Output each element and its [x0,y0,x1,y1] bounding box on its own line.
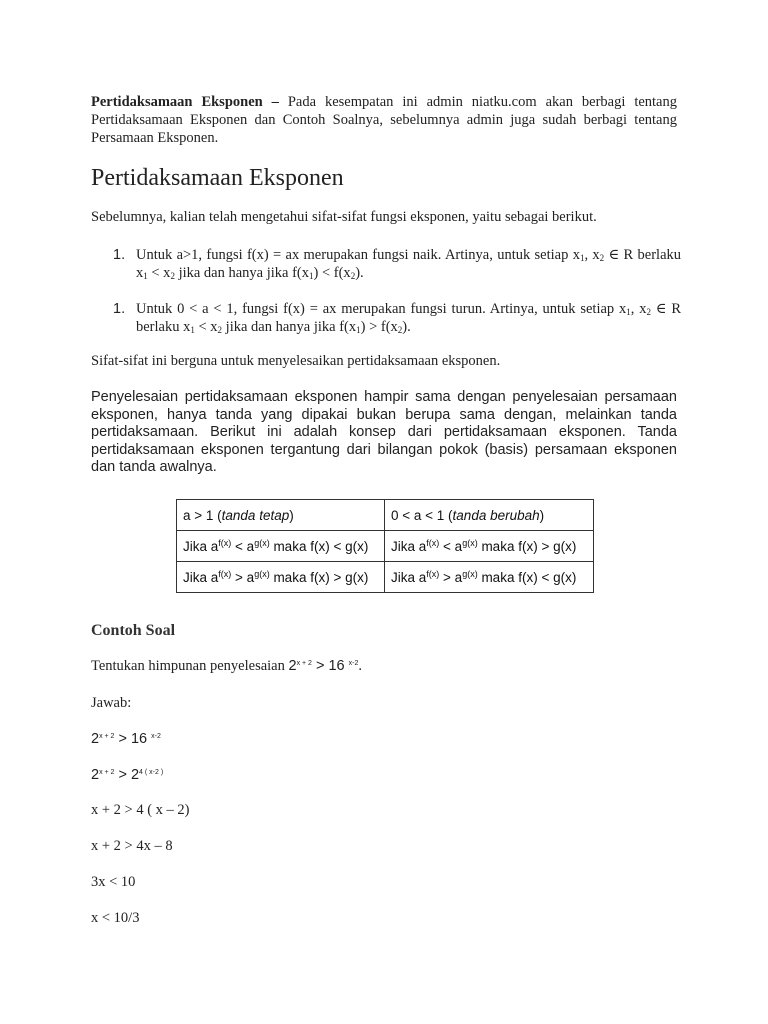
list-text: Untuk a>1, fungsi f(x) = ax merupakan fungsi naik. Artinya, untuk setiap $x_1$, $x_2$ ∈ R berlaku $x_1 < x_2$ jika dan hanya jika $f(x_1) < f(x_2)$. [136,247,682,281]
intro-paragraph [91,93,677,147]
table-header-cell: 0 < a < 1 (tanda berubah) [385,500,594,531]
table-header-cell: a > 1 (tanda tetap) [177,500,385,531]
solution-step: $2^{x + 2} > 2^{4 ( x-2 )}$ [91,767,164,783]
solution-step: x + 2 > 4 ( x – 2) [91,802,190,818]
table-cell: Jika $a^{f(x)} < a^{g(x)}$ maka f(x) < g(x) [177,531,385,562]
explanation-paragraph: Penyelesaian pertidaksamaan eksponen hampir sama dengan penyelesaian persamaan eksponen, hanya tanda yang dipakai bukan berupa sama dengan, melainkan tanda pertidaksamaan. Berikut ini adalah konsep dari pertidaksamaan eksponen. Tanda pertidaksamaan eksponen tergantung dari bilangan pokok (basis) persamaan eksponen dan tanda awalnya. [91,389,677,475]
table-row [177,531,594,562]
table-cell: Jika $a^{f(x)} < a^{g(x)}$ maka f(x) > g(x) [385,531,594,562]
list-item [91,300,681,336]
intro-bold-title: Pertidaksamaan Eksponen – [91,94,279,110]
list-item [91,246,681,282]
solution-step: x < 10/3 [91,910,140,926]
list-number: 1. [113,301,126,317]
table-cell: Jika $a^{f(x)} > a^{g(x)}$ maka f(x) > g(x) [177,562,385,593]
table-cell: Jika $a^{f(x)} > a^{g(x)}$ maka f(x) < g(x) [385,562,594,593]
example-heading: Contoh Soal [91,622,176,639]
solution-step: 3x < 10 [91,874,136,890]
lead-paragraph: Sebelumnya, kalian telah mengetahui sifat-sifat fungsi eksponen, yaitu sebagai berikut. [91,209,597,225]
intro-text: Pada kesempatan ini admin niatku.com akan berbagi tentang Pertidaksamaan Eksponen dan Contoh Soalnya, sebelumnya admin juga sudah berbagi tentang Persamaan Eksponen. [91,94,677,146]
table-row [177,562,594,593]
example-question: Tentukan himpunan penyelesaian $2^{x + 2} > 16$ $^{x-2}$. [91,658,362,674]
solution-step: $2^{x + 2} > 16$ $^{x-2}$ [91,731,161,747]
rules-table [176,499,594,593]
section-heading: Pertidaksamaan Eksponen [91,165,344,191]
list-text: Untuk 0 < a < 1, fungsi f(x) = ax merupakan fungsi turun. Artinya, untuk setiap $x_1$, $x_2$ ∈ R berlaku $x_1 < x_2$ jika dan hanya jika $f(x_1) > f(x_2)$. [136,301,681,335]
table-header-row [177,500,594,531]
sifat-paragraph: Sifat-sifat ini berguna untuk menyelesaikan pertidaksamaan eksponen. [91,353,501,369]
answer-label: Jawab: [91,695,132,711]
list-number: 1. [113,247,126,263]
solution-step: x + 2 > 4x – 8 [91,838,173,854]
